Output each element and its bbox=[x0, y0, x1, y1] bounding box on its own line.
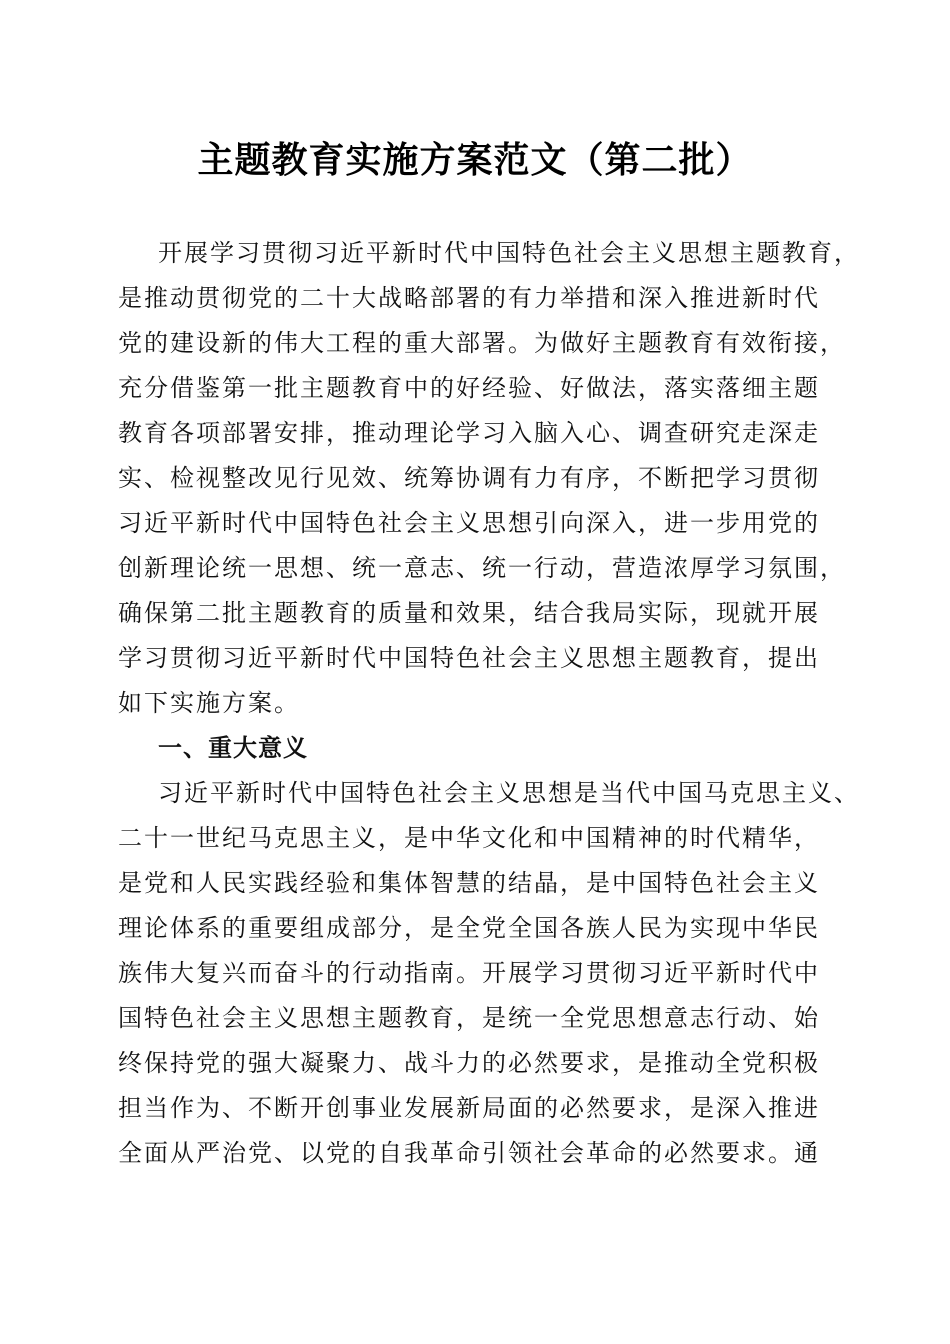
paragraph-line: 教育各项部署安排，推动理论学习入脑入心、调查研究走深走 bbox=[118, 419, 820, 447]
paragraph-line: 开展学习贯彻习近平新时代中国特色社会主义思想主题教育， bbox=[158, 239, 860, 267]
paragraph-line: 如下实施方案。 bbox=[118, 689, 300, 717]
paragraph-line: 学习贯彻习近平新时代中国特色社会主义思想主题教育，提出 bbox=[118, 644, 820, 672]
paragraph-line: 国特色社会主义思想主题教育，是统一全党思想意志行动、始 bbox=[118, 1004, 820, 1032]
paragraph-line: 理论体系的重要组成部分，是全党全国各族人民为实现中华民 bbox=[118, 914, 820, 942]
paragraph-line: 是党和人民实践经验和集体智慧的结晶，是中国特色社会主义 bbox=[118, 869, 820, 897]
paragraph-line: 充分借鉴第一批主题教育中的好经验、好做法，落实落细主题 bbox=[118, 374, 820, 402]
paragraph-line: 创新理论统一思想、统一意志、统一行动，营造浓厚学习氛围， bbox=[118, 554, 846, 582]
paragraph-line: 习近平新时代中国特色社会主义思想是当代中国马克思主义、 bbox=[158, 779, 860, 807]
paragraph-line: 担当作为、不断开创事业发展新局面的必然要求，是深入推进 bbox=[118, 1094, 820, 1122]
paragraph-line: 全面从严治党、以党的自我革命引领社会革命的必然要求。通 bbox=[118, 1139, 820, 1167]
paragraph-line: 习近平新时代中国特色社会主义思想引向深入，进一步用党的 bbox=[118, 509, 820, 537]
paragraph-line: 终保持党的强大凝聚力、战斗力的必然要求，是推动全党积极 bbox=[118, 1049, 820, 1077]
section-heading: 一、重大意义 bbox=[158, 734, 308, 762]
paragraph-line: 实、检视整改见行见效、统筹协调有力有序，不断把学习贯彻 bbox=[118, 464, 820, 492]
paragraph-line: 是推动贯彻党的二十大战略部署的有力举措和深入推进新时代 bbox=[118, 284, 820, 312]
paragraph-line: 族伟大复兴而奋斗的行动指南。开展学习贯彻习近平新时代中 bbox=[118, 959, 820, 987]
document-title: 主题教育实施方案范文（第二批） bbox=[197, 139, 753, 181]
paragraph-line: 确保第二批主题教育的质量和效果，结合我局实际，现就开展 bbox=[118, 599, 820, 627]
paragraph-line: 党的建设新的伟大工程的重大部署。为做好主题教育有效衔接， bbox=[118, 329, 846, 357]
paragraph-line: 二十一世纪马克思主义，是中华文化和中国精神的时代精华， bbox=[118, 824, 820, 852]
